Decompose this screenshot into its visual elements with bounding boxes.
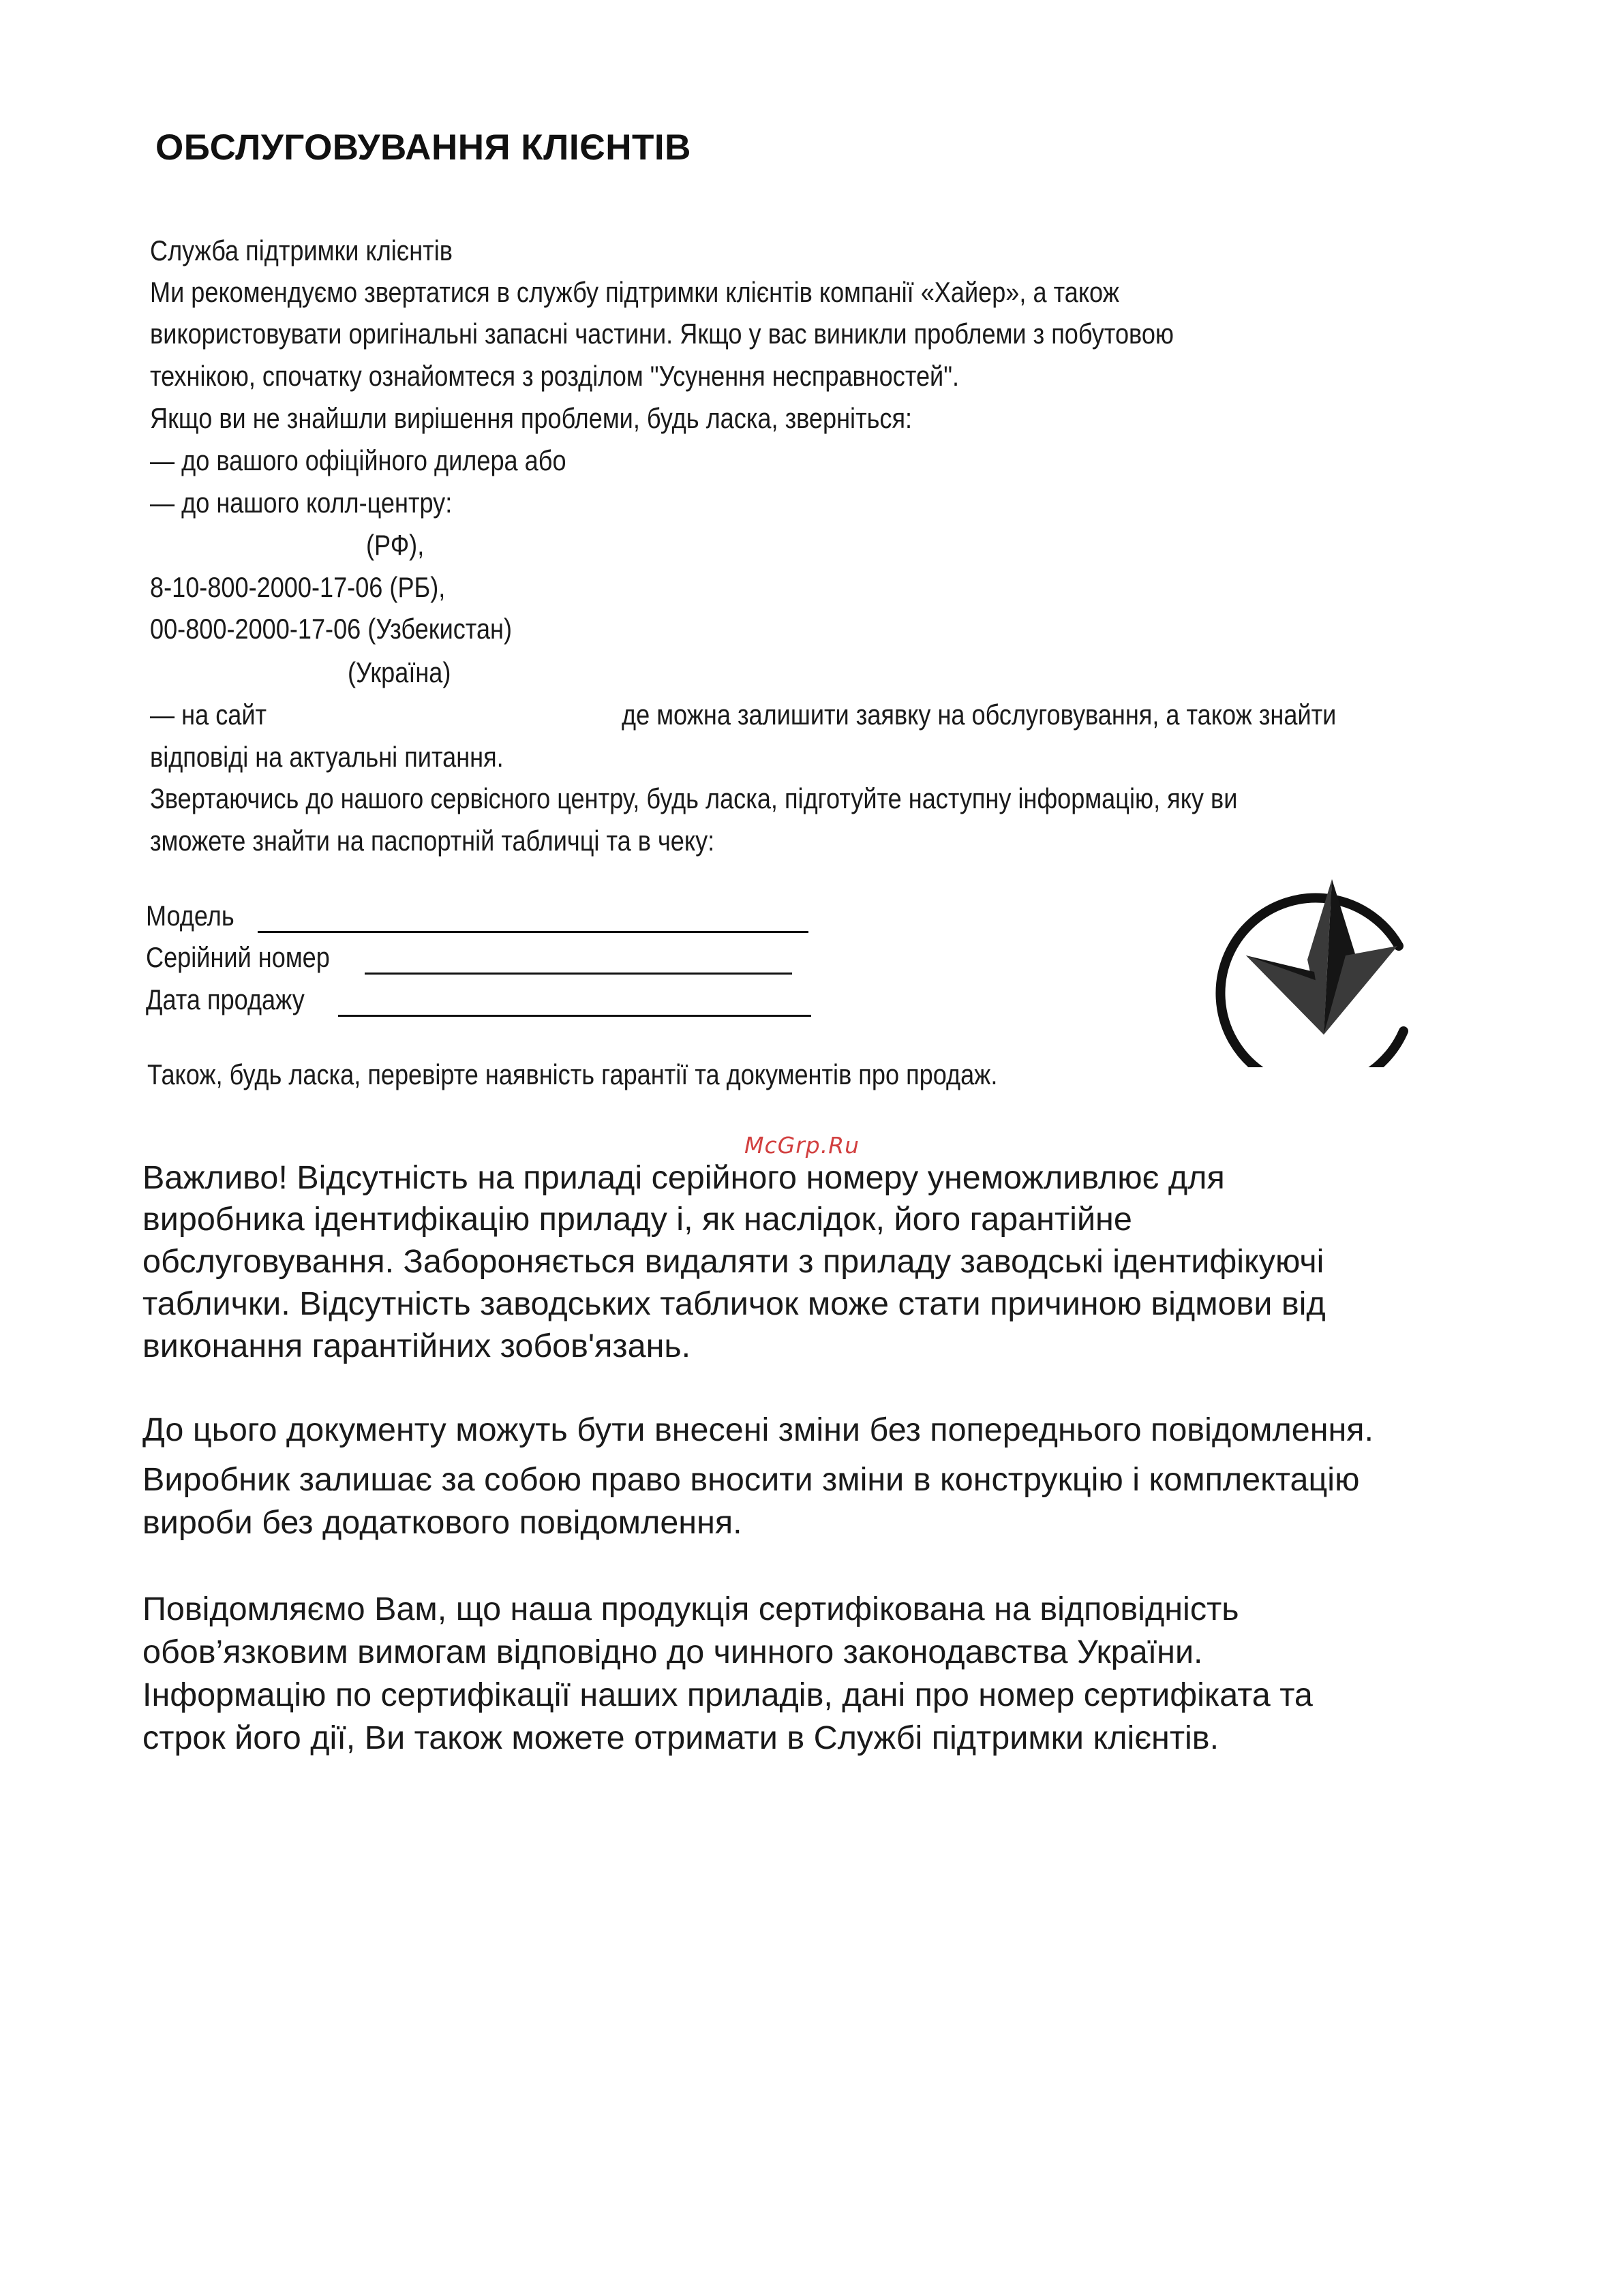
phone-ua: (Україна) [348,656,451,688]
manufacturer-notice-line: Виробник залишає за собою право вносити зміни в конструкцію і комплектацію [142,1461,1360,1498]
site-option-prefix: — на сайт [150,699,267,731]
support-intro-line: технікою, спочатку ознайомтеся з розділом "Усунення несправностей". [150,360,960,392]
site-option-suffix: де можна залишити заявку на обслуговування, а також знайти [622,699,1337,731]
check-documents-note: Також, будь ласка, перевірте наявність гарантії та документів про продаж. [147,1058,998,1090]
watermark: McGrp.Ru [744,1132,860,1159]
serial-number-field-line[interactable] [365,973,792,975]
phone-rb: 8-10-800-2000-17-06 (РБ), [150,571,446,603]
dealer-option: — до вашого офіційного дилера або [150,444,566,476]
certification-notice-line: строк його дії, Ви також можете отримати в Службі підтримки клієнтів. [142,1719,1219,1756]
ukraine-conformity-mark-icon [1212,855,1416,1067]
support-heading: Служба підтримки клієнтів [150,234,453,266]
prepare-info-line: Звертаючись до нашого сервісного центру, будь ласка, підготуйте наступну інформацію, яку ви [150,782,1238,814]
phone-uz: 00-800-2000-17-06 (Узбекистан) [150,613,513,645]
model-field-line[interactable] [258,931,808,933]
site-option-line2: відповіді на актуальні питання. [150,741,504,773]
phone-rf: (РФ), [366,529,425,561]
support-intro-line: Ми рекомендуємо звертатися в службу підтримки клієнтів компанії «Хайер», а також [150,276,1119,308]
serial-number-label: Серійний номер [146,941,330,973]
call-center-option: — до нашого колл-центру: [150,487,453,519]
certification-notice-line: обов’язковим вимогам відповідно до чинного законодавства України. [142,1634,1203,1670]
page-title: ОБСЛУГОВУВАННЯ КЛІЄНТІВ [155,127,691,168]
important-notice-line: виконання гарантійних зобов'язань. [142,1328,691,1364]
model-label: Модель [146,900,234,932]
changes-notice: До цього документу можуть бути внесені зміни без попереднього повідомлення. [142,1411,1374,1448]
important-notice-line: обслуговування. Забороняється видаляти з приладу заводські ідентифікуючі [142,1243,1324,1280]
support-intro-line: Якщо ви не знайшли вирішення проблеми, будь ласка, зверніться: [150,402,913,434]
sale-date-label: Дата продажу [146,983,305,1015]
sale-date-field-line[interactable] [338,1015,811,1017]
support-intro-line: використовувати оригінальні запасні частини. Якщо у вас виникли проблеми з побутовою [150,318,1174,350]
certification-notice-line: Інформацію по сертифікації наших приладів, дані про номер сертифіката та [142,1677,1313,1713]
certification-notice-line: Повідомляємо Вам, що наша продукція сертифікована на відповідність [142,1591,1239,1627]
important-notice-line: Важливо! Відсутність на приладі серійного номеру унеможливлює для [142,1159,1225,1196]
prepare-info-line: зможете знайти на паспортній табличці та в чеку: [150,825,715,857]
important-notice-line: виробника ідентифікацію приладу і, як наслідок, його гарантійне [142,1201,1132,1238]
manufacturer-notice-line: вироби без додаткового повідомлення. [142,1504,742,1541]
important-notice-line: таблички. Відсутність заводських табличок може стати причиною відмови від [142,1285,1326,1322]
